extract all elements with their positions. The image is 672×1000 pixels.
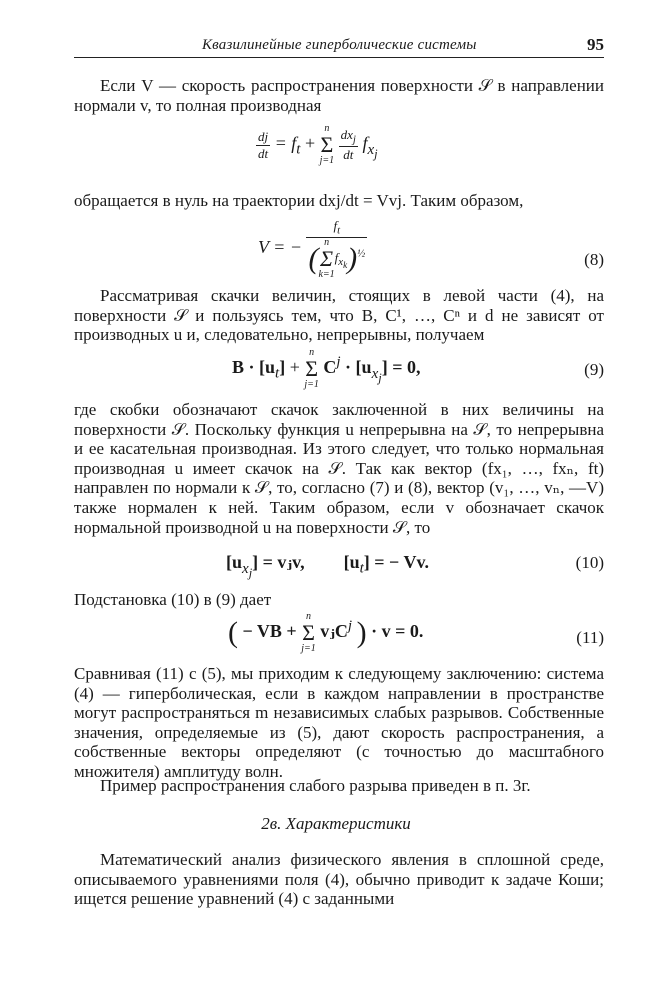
equation-number-11: (11) xyxy=(576,628,604,647)
equation-number-9: (9) xyxy=(584,360,604,379)
paragraph-6: Сравнивая (11) с (5), мы приходим к следующему заключению: система (4) — гиперболическая, если в каждом направлении в пространстве могут распространяться m независимых слабых разрывов. Собственные значения, определяемые из (5), дают скорость распространения, а собственные векторы определяют (с точностью до масштабного множителя) амплитуду волн. xyxy=(74,664,604,781)
running-title: Квазилинейные гиперболические системы xyxy=(202,37,477,53)
equation-9: $B \cdot [u_t]$ + n Σ j=1 $C^j \cdot [u_{x_j}] = 0$, xyxy=(232,347,421,390)
equation-number-8: (8) xyxy=(584,250,604,269)
paragraph-7: Пример распространения слабого разрыва приведен в п. 3г. xyxy=(100,776,531,795)
page-number: 95 xyxy=(587,35,604,54)
equation-total-derivative: $\frac{dj}{dt}$ = $f_t$ + n Σ j=1 $\frac{dx_j}{dt}$ $f_{x_j}$ xyxy=(258,123,378,166)
paragraph-2: обращается в нуль на траектории dxj/dt = Vvj. Таким образом, xyxy=(74,191,524,210)
paragraph-4: где скобки обозначают скачок заключенной в них величины на поверхности 𝒮. Поскольку функция u непрерывна на 𝒮, то непрерывна и ее касательная производная. Из этого следует, что только нормальная производная u имеет скачок на 𝒮. Так как вектор (fx₁, …, fxₙ, ft) направлен по нормали к 𝒮, то, согласно (7) и (8), вектор (v₁, …, vₙ, —V) также нормален к ней. Таким образом, если v обозначает скачок нормальной производной u на поверхности 𝒮, то xyxy=(74,400,604,537)
running-header xyxy=(74,35,604,58)
equation-number-10: (10) xyxy=(575,553,604,572)
paragraph-1: Если V — скорость распространения поверхности 𝒮 в направлении нормали v, то полная производная xyxy=(74,76,604,115)
equation-8: V = − $f_t$ ( n Σ k=1 $f_{x_k})^{\frac{1}{2}}$ xyxy=(258,218,366,280)
section-title: 2в. Характеристики xyxy=(261,814,411,833)
paragraph-3: Рассматривая скачки величин, стоящих в левой части (4), на поверхности 𝒮 и пользуясь тем, что B, C¹, …, Cⁿ и d не зависят от производных u и, следовательно, непрерывны, получаем xyxy=(74,286,604,345)
paragraph-5: Подстановка (10) в (9) дает xyxy=(74,590,272,609)
equation-10: $[u_{x_j}]$ = vⱼv, $[u_t]$ = − Vv. xyxy=(226,552,429,580)
paragraph-8: Математический анализ физического явления в сплошной среде, описываемого уравнениями поля (4), обычно приводит к задаче Коши; ищется решение уравнений (4) с заданными xyxy=(74,850,604,909)
equation-11: ( − VB + n Σ j=1 vⱼC$^j$ ) · v = 0. xyxy=(228,611,424,654)
